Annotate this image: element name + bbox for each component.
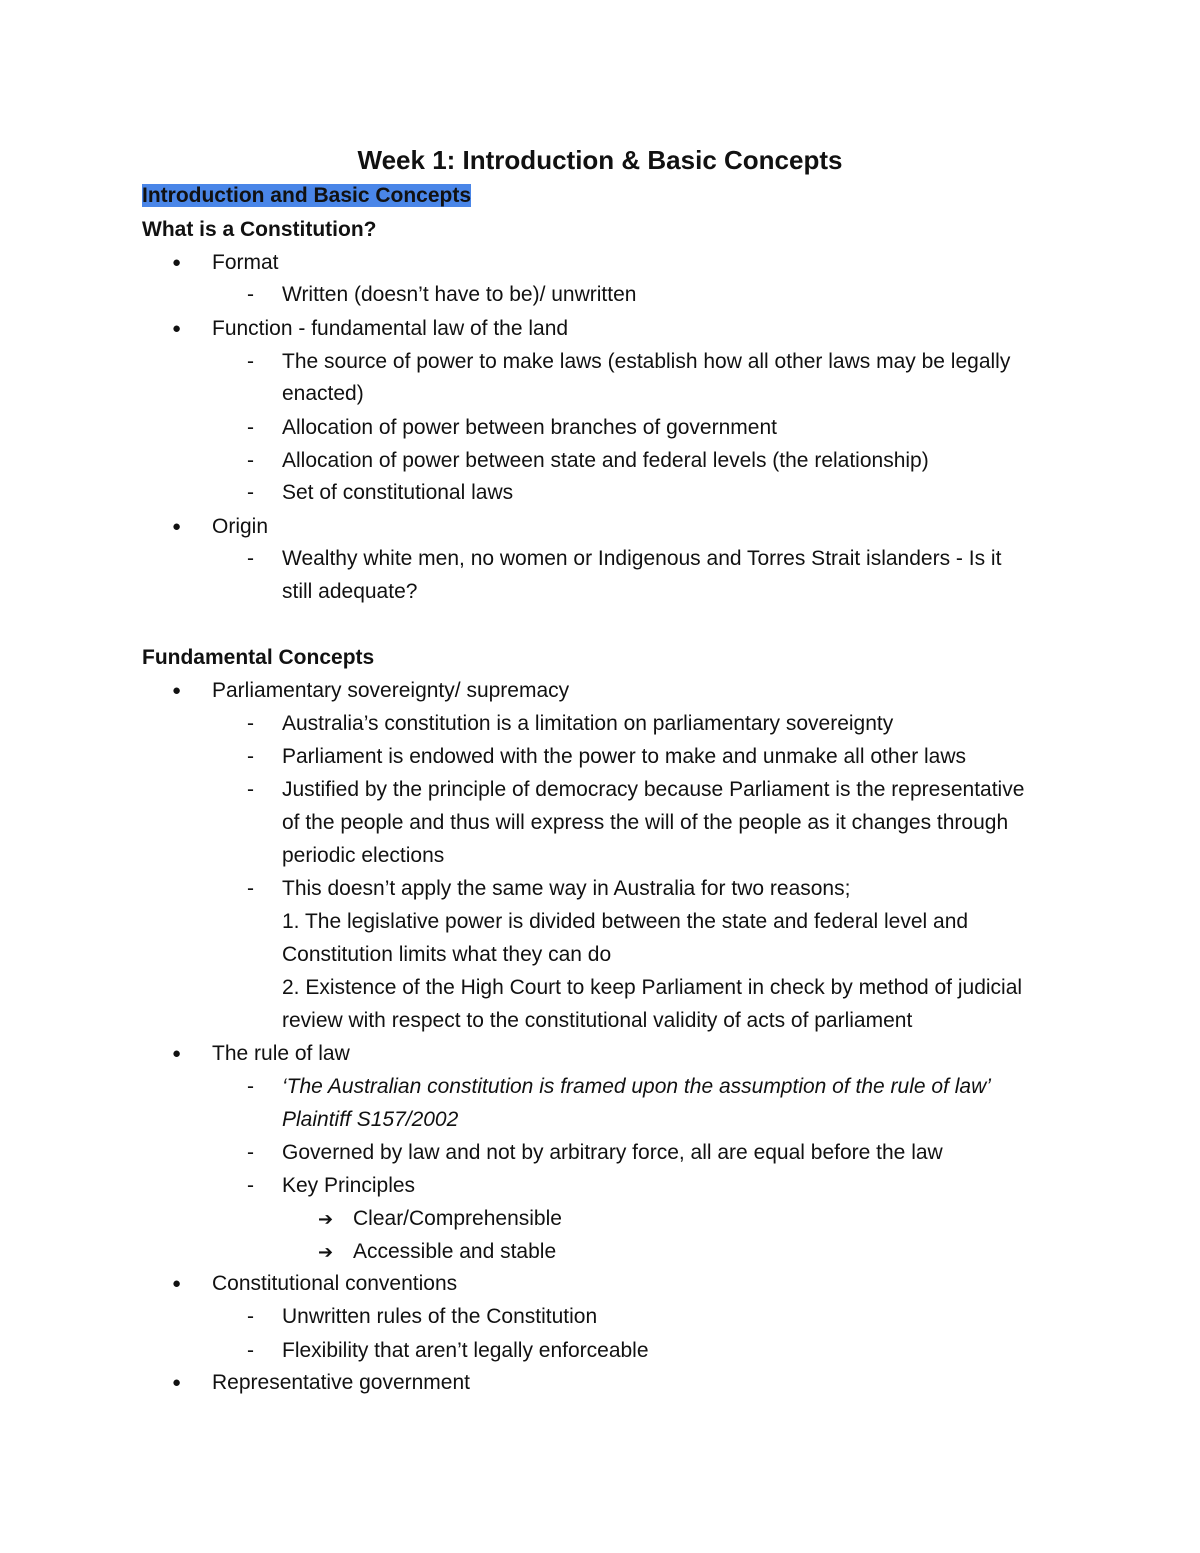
list-item-origin: Origin (212, 515, 269, 538)
subheading-what-is-constitution: What is a Constitution? (142, 218, 377, 241)
list-item-parliamentary-sovereignty: Parliamentary sovereignty/ supremacy (212, 679, 570, 702)
dash-icon: - (247, 416, 254, 439)
list-item-allocation-levels: Allocation of power between state and federal levels (the relationship) (282, 449, 929, 472)
list-item-constitutional-conventions: Constitutional conventions (212, 1272, 458, 1295)
bullet-icon: ● (172, 1045, 182, 1062)
list-item-unwritten-rules: Unwritten rules of the Constitution (282, 1305, 598, 1328)
list-item-allocation-branches: Allocation of power between branches of government (282, 416, 777, 439)
list-item-quote: ‘The Australian constitution is framed upon the assumption of the rule of law’ (282, 1075, 991, 1098)
list-item-reason-2-cont: review with respect to the constitutional validity of acts of parliament (282, 1009, 913, 1032)
dash-icon: - (247, 712, 254, 735)
dash-icon: - (247, 1174, 254, 1197)
list-item-source-of-power: The source of power to make laws (establish how all other laws may be legally (282, 350, 1011, 373)
list-item-two-reasons: This doesn’t apply the same way in Australia for two reasons; (282, 877, 851, 900)
dash-icon: - (247, 1075, 254, 1098)
dash-icon: - (247, 778, 254, 801)
list-item-written: Written (doesn’t have to be)/ unwritten (282, 283, 637, 306)
dash-icon: - (247, 449, 254, 472)
list-item-accessible: Accessible and stable (353, 1240, 557, 1263)
list-item-reason-2: 2. Existence of the High Court to keep Parliament in check by method of judicial (282, 976, 1023, 999)
arrow-right-icon: ➔ (318, 1242, 334, 1262)
bullet-icon: ● (172, 1374, 182, 1391)
dash-icon: - (247, 877, 254, 900)
list-item-justified-cont1: of the people and thus will express the will of the people as it changes through (282, 811, 1009, 834)
list-item-reason-1: 1. The legislative power is divided between the state and federal level and (282, 910, 969, 933)
list-item-wealthy-white-men-cont: still adequate? (282, 580, 418, 603)
section-heading-introduction (142, 182, 471, 210)
bullet-icon: ● (172, 320, 182, 337)
list-item-governed-by-law: Governed by law and not by arbitrary force, all are equal before the law (282, 1141, 943, 1164)
list-item-quote-citation: Plaintiff S157/2002 (282, 1108, 459, 1131)
list-item-endowed-power: Parliament is endowed with the power to make and unmake all other laws (282, 745, 967, 768)
list-item-function: Function - fundamental law of the land (212, 317, 569, 340)
dash-icon: - (247, 283, 254, 306)
dash-icon: - (247, 1141, 254, 1164)
list-item-justified: Justified by the principle of democracy because Parliament is the representative (282, 778, 1025, 801)
dash-icon: - (247, 1305, 254, 1328)
list-item-constitutional-laws: Set of constitutional laws (282, 481, 514, 504)
list-item-key-principles: Key Principles (282, 1174, 416, 1197)
list-item-justified-cont2: periodic elections (282, 844, 445, 867)
dash-icon: - (247, 745, 254, 768)
list-item-format: Format (212, 251, 279, 274)
list-item-reason-1-cont: Constitution limits what they can do (282, 943, 612, 966)
list-item-flexibility: Flexibility that aren’t legally enforceable (282, 1339, 649, 1362)
list-item-source-of-power-cont: enacted) (282, 382, 364, 405)
dash-icon: - (247, 547, 254, 570)
arrow-right-icon: ➔ (318, 1209, 334, 1229)
section-heading-fundamental-concepts: Fundamental Concepts (142, 646, 375, 669)
bullet-icon: ● (172, 682, 182, 699)
list-item-wealthy-white-men: Wealthy white men, no women or Indigenous and Torres Strait islanders - Is it (282, 547, 1002, 570)
highlighted-heading-text: Introduction and Basic Concepts (142, 184, 472, 207)
list-item-representative-government: Representative government (212, 1371, 470, 1394)
dash-icon: - (247, 1339, 254, 1362)
list-item-clear: Clear/Comprehensible (353, 1207, 562, 1230)
page-title: Week 1: Introduction & Basic Concepts (357, 145, 843, 175)
bullet-icon: ● (172, 254, 182, 271)
dash-icon: - (247, 481, 254, 504)
bullet-icon: ● (172, 518, 182, 535)
dash-icon: - (247, 350, 254, 373)
list-item-rule-of-law: The rule of law (212, 1042, 350, 1065)
list-item-limitation: Australia’s constitution is a limitation on parliamentary sovereignty (282, 712, 894, 735)
bullet-icon: ● (172, 1275, 182, 1292)
